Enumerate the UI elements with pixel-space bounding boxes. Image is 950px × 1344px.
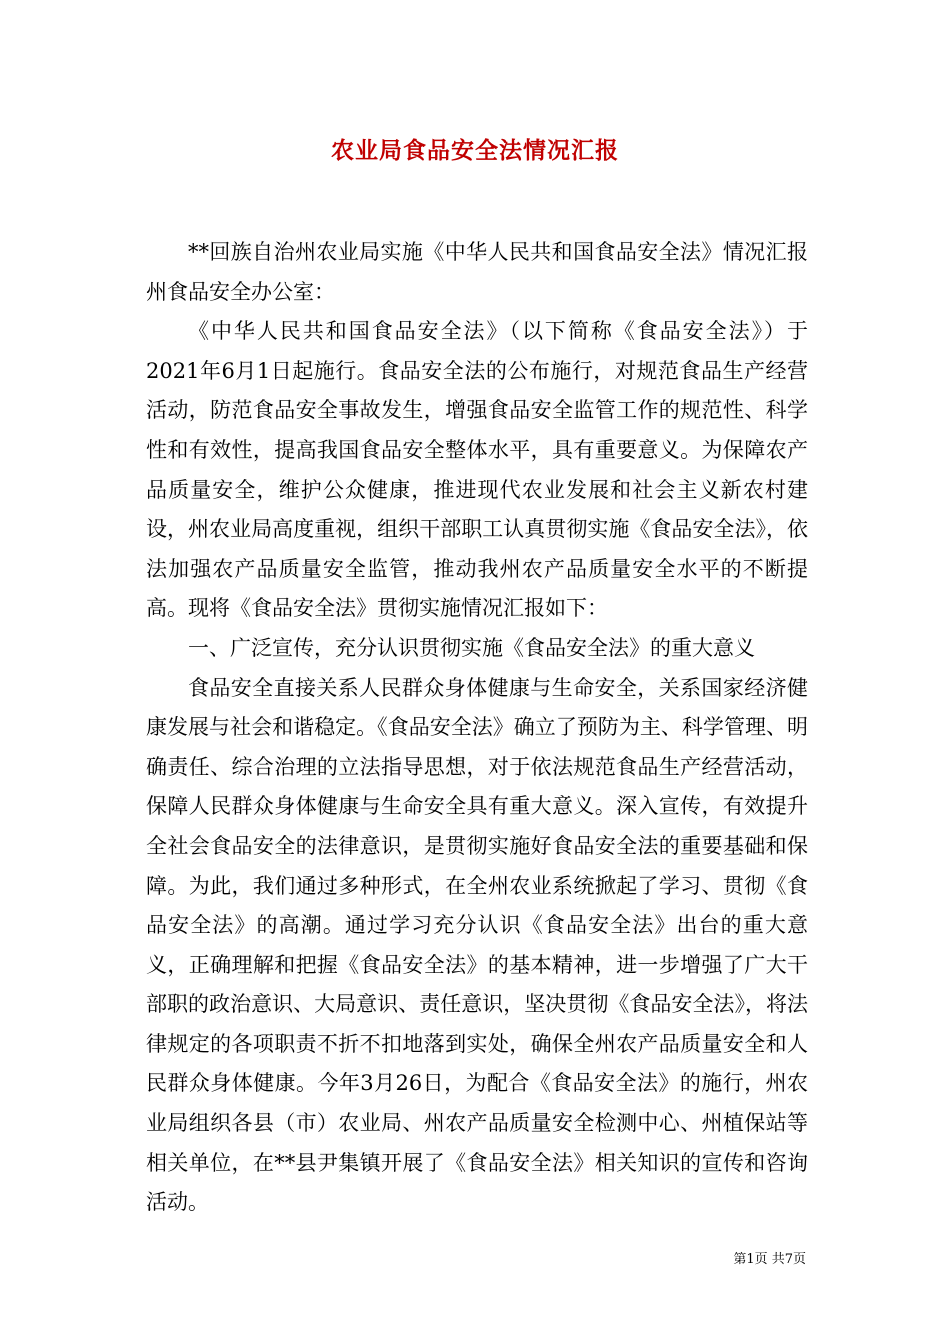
document-body <box>146 233 808 1223</box>
document-title: 农业局食品安全法情况汇报 <box>331 137 619 164</box>
page-number: 第1页 共7页 <box>733 1252 806 1267</box>
paragraph-section-1: 食品安全直接关系人民群众身体健康与生命安全，关系国家经济健康发展与社会和谐稳定。《食品安全法》确立了预防为主、科学管理、明确责任、综合治理的立法指导思想，对于依法规范食品生产经营活动，保障人民群众身体健康与生命安全具有重大意义。深入宣传，有效提升全社会食品安全的法律意识，是贯彻实施好食品安全法的重要基础和保障。为此，我们通过多种形式，在全州农业系统掀起了学习、贯彻《食品安全法》的高潮。通过学习充分认识《食品安全法》出台的重大意义，正确理解和把握《食品安全法》的基本精神，进一步增强了广大干部职的政治意识、大局意识、责任意识，坚决贯彻《食品安全法》，将法律规定的各项职责不折不扣地落到实处，确保全州农产品质量安全和人民群众身体健康。今年3月26日，为配合《食品安全法》的施行，州农业局组织各县（市）农业局、州农产品质量安全检测中心、州植保站等相关单位，在**县尹集镇开展了《食品安全法》相关知识的宣传和咨询活动。 <box>146 675 808 1215</box>
paragraph-intro: 《中华人民共和国食品安全法》（以下简称《食品安全法》）于2021年6月1日起施行。食品安全法的公布施行，对规范食品生产经营活动，防范食品安全事故发生，增强食品安全监管工作的规范性、科学性和有效性，提高我国食品安全整体水平，具有重要意义。为保障农产品质量安全，维护公众健康，推进现代农业发展和社会主义新农村建设，州农业局高度重视，组织干部职工认真贯彻实施《食品安全法》，依法加强农产品质量安全监管，推动我州农产品质量安全水平的不断提高。现将《食品安全法》贯彻实施情况汇报如下： <box>146 319 808 621</box>
paragraph-opening: **回族自治州农业局实施《中华人民共和国食品安全法》情况汇报州食品安全办公室： <box>146 240 808 304</box>
section-heading-1: 一、广泛宣传，充分认识贯彻实施《食品安全法》的重大意义 <box>188 635 755 660</box>
